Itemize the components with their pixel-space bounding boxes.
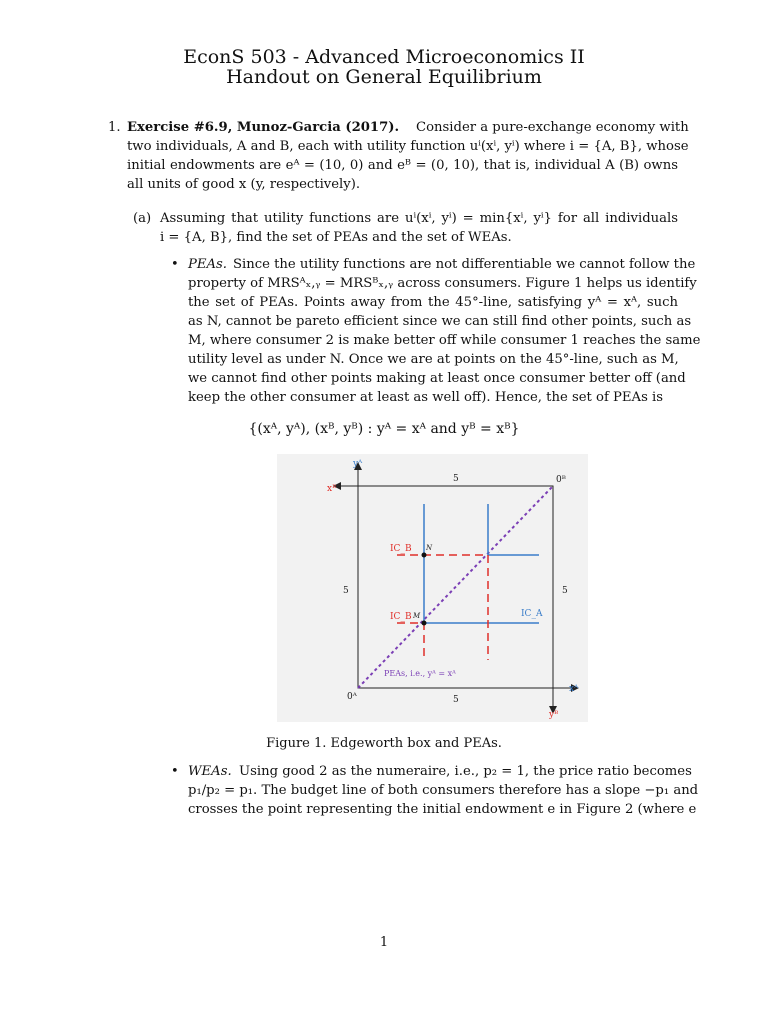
part-a-label: (a)	[133, 211, 152, 226]
weas-line: crosses the point representing the initial endowment e in Figure 2 (where e	[188, 802, 697, 817]
label-left-five: 5	[343, 586, 349, 596]
edgeworth-svg	[277, 454, 588, 722]
weas-line: Using good 2 as the numeraire, i.e., p₂ = 1, the price ratio becomes	[239, 764, 692, 779]
label-pea: PEAs, i.e., yᴬ = xᴬ	[384, 669, 456, 678]
page-number: 1	[379, 935, 389, 950]
label-origin-b: 0ᴮ	[556, 475, 566, 485]
peas-bullet: •	[171, 257, 179, 272]
label-ic-a: IC_A	[521, 609, 543, 619]
exercise-line: initial endowments are eᴬ = (10, 0) and eᴮ = (0, 10), that is, individual A (B) owns	[127, 158, 678, 173]
exercise-line: two individuals, A and B, each with utility function uⁱ(xⁱ, yⁱ) where i = {A, B}, whose	[127, 139, 689, 154]
peas-line: property of MRSᴬₓ,ᵧ = MRSᴮₓ,ᵧ across consumers. Figure 1 helps us identify	[188, 276, 697, 291]
peas-label: PEAs.	[188, 257, 227, 272]
weas-line: p₁/p₂ = p₁. The budget line of both consumers therefore has a slope −p₁ and	[188, 783, 699, 798]
peas-line: we cannot find other points making at least once consumer better off (and	[188, 371, 686, 386]
label-top-five: 5	[453, 474, 459, 484]
pea-diagonal-line	[358, 486, 553, 688]
label-y-b: yᴮ	[549, 710, 559, 720]
exercise-number: 1.	[108, 120, 121, 135]
figure-edgeworth-box	[277, 454, 588, 722]
ic-a-upper	[488, 504, 539, 555]
document-subtitle: Handout on General Equilibrium	[226, 66, 542, 88]
exercise-heading: Exercise #6.9, Munoz-Garcia (2017).	[127, 120, 400, 135]
pea-set-expression: {(xᴬ, yᴬ), (xᴮ, yᴮ) : yᴬ = xᴬ and yᴮ = xᴮ}	[248, 421, 520, 437]
ic-b-upper	[397, 555, 488, 660]
label-bottom-five: 5	[453, 695, 459, 705]
label-origin-a: 0ᴬ	[347, 692, 357, 702]
part-a-line: Assuming that utility functions are uⁱ(xⁱ, yⁱ) = min{xⁱ, yⁱ} for all individuals	[160, 211, 678, 226]
ic-a-lower	[424, 504, 539, 623]
weas-label: WEAs.	[188, 764, 232, 779]
part-a-line: i = {A, B}, find the set of PEAs and the set of WEAs.	[160, 230, 512, 245]
peas-line: the set of PEAs. Points away from the 45°-line, satisfying yᴬ = xᴬ, such	[188, 295, 678, 310]
exercise-line: Consider a pure-exchange economy with	[416, 120, 689, 135]
peas-line: M, where consumer 2 is make better off while consumer 1 reaches the same	[188, 333, 701, 348]
label-right-five: 5	[562, 586, 568, 596]
point-m-dot	[422, 621, 427, 626]
figure-caption: Figure 1. Edgeworth box and PEAs.	[266, 736, 502, 751]
document-title: EconS 503 - Advanced Microeconomics II	[183, 46, 585, 68]
label-ic-b-upper: IC_B	[390, 544, 412, 554]
label-y-a: yᴬ	[353, 459, 363, 469]
ic-b-lower	[397, 623, 424, 660]
label-ic-b-lower: IC_B	[390, 612, 412, 622]
point-n-dot	[422, 553, 427, 558]
peas-line: keep the other consumer at least as well off). Hence, the set of PEAs is	[188, 390, 664, 405]
label-x-b: xᴮ	[327, 484, 337, 494]
label-point-m: M	[413, 612, 421, 620]
peas-line: Since the utility functions are not differentiable we cannot follow the	[233, 257, 696, 272]
exercise-line: all units of good x (y, respectively).	[127, 177, 361, 192]
peas-line: as N, cannot be pareto efficient since we can still find other points, such as	[188, 314, 692, 329]
label-point-n: N	[426, 544, 433, 552]
peas-line: utility level as under N. Once we are at points on the 45°-line, such as M,	[188, 352, 679, 367]
label-x-a: xᴬ	[569, 684, 579, 694]
weas-bullet: •	[171, 764, 179, 779]
